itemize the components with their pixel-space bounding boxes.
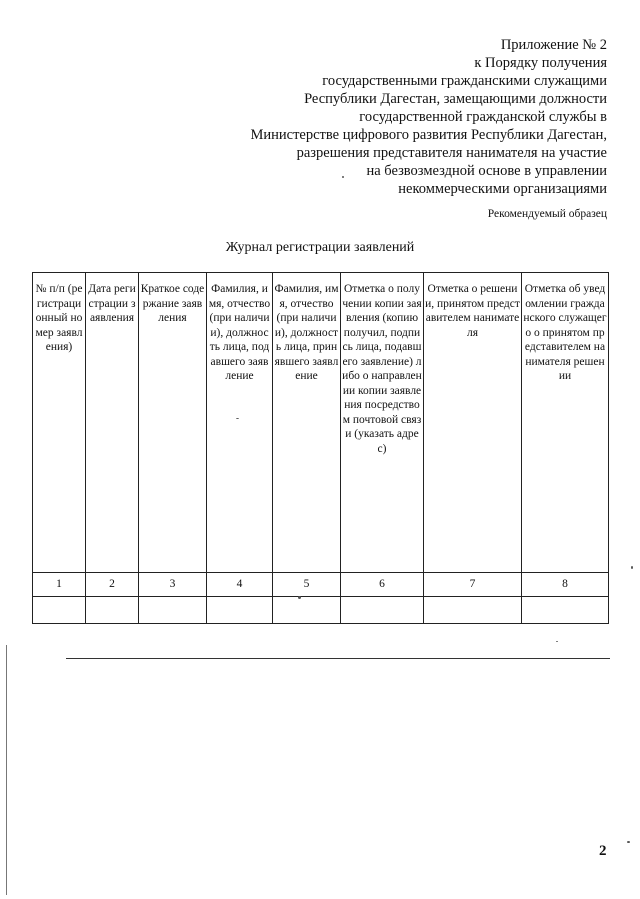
column-header: Дата регистрации заявления	[86, 273, 139, 573]
column-header: Отметка о решении, принятом представителем нанимателя	[424, 273, 522, 573]
column-number: 4	[207, 573, 273, 597]
table-header-row	[33, 273, 609, 573]
empty-cell	[424, 597, 522, 624]
scan-speck	[556, 641, 558, 642]
column-number-row	[33, 573, 609, 597]
appendix-line: к Порядку получения	[474, 55, 607, 71]
scan-speck	[236, 418, 239, 419]
appendix-line: некоммерческими организациями	[398, 181, 607, 197]
journal-table	[32, 272, 609, 624]
margin-scan-line	[6, 645, 7, 895]
column-number: 6	[341, 573, 424, 597]
empty-cell	[139, 597, 207, 624]
table-row	[33, 597, 609, 624]
page-number: 2	[599, 843, 607, 859]
empty-cell	[522, 597, 609, 624]
column-header: Фамилия, имя, отчество (при наличии), должность лица, подавшего заявление	[207, 273, 273, 573]
signature-line	[66, 658, 610, 659]
appendix-line: разрешения представителя нанимателя на участие	[296, 145, 607, 161]
scan-speck	[298, 596, 301, 599]
scan-speck	[342, 176, 344, 178]
column-header: Отметка о получении копии заявления (копию получил, подпись лица, подавшего заявление) либо о направлении копии заявления посредством почтовой связи (указать адрес)	[341, 273, 424, 573]
journal-title: Журнал регистрации заявлений	[225, 240, 415, 255]
column-number: 8	[522, 573, 609, 597]
column-header: Отметка об уведомлении гражданского служащего о принятом представителем нанимателя решении	[522, 273, 609, 573]
column-number: 5	[273, 573, 341, 597]
column-number: 3	[139, 573, 207, 597]
column-number: 1	[33, 573, 86, 597]
appendix-line: Министерстве цифрового развития Республики Дагестан,	[250, 127, 607, 143]
empty-cell	[33, 597, 86, 624]
scan-speck	[631, 566, 633, 569]
empty-cell	[207, 597, 273, 624]
empty-cell	[341, 597, 424, 624]
empty-cell	[273, 597, 341, 624]
appendix-header	[187, 36, 607, 198]
empty-cell	[86, 597, 139, 624]
appendix-line: Приложение № 2	[500, 37, 607, 53]
appendix-line: государственными гражданскими служащими	[322, 73, 607, 89]
appendix-line: Республики Дагестан, замещающими должности	[304, 91, 607, 107]
appendix-line: государственной гражданской службы в	[359, 109, 607, 125]
sample-label: Рекомендуемый образец	[487, 208, 607, 220]
column-header: Фамилия, имя, отчество (при наличии), должность лица, принявшего заявление	[273, 273, 341, 573]
column-number: 7	[424, 573, 522, 597]
column-header: Краткое содержание заявления	[139, 273, 207, 573]
column-header: № п/п (регистрационный номер заявления)	[33, 273, 86, 573]
appendix-line: на безвозмездной основе в управлении	[366, 163, 607, 179]
scan-speck	[627, 841, 630, 843]
column-number: 2	[86, 573, 139, 597]
